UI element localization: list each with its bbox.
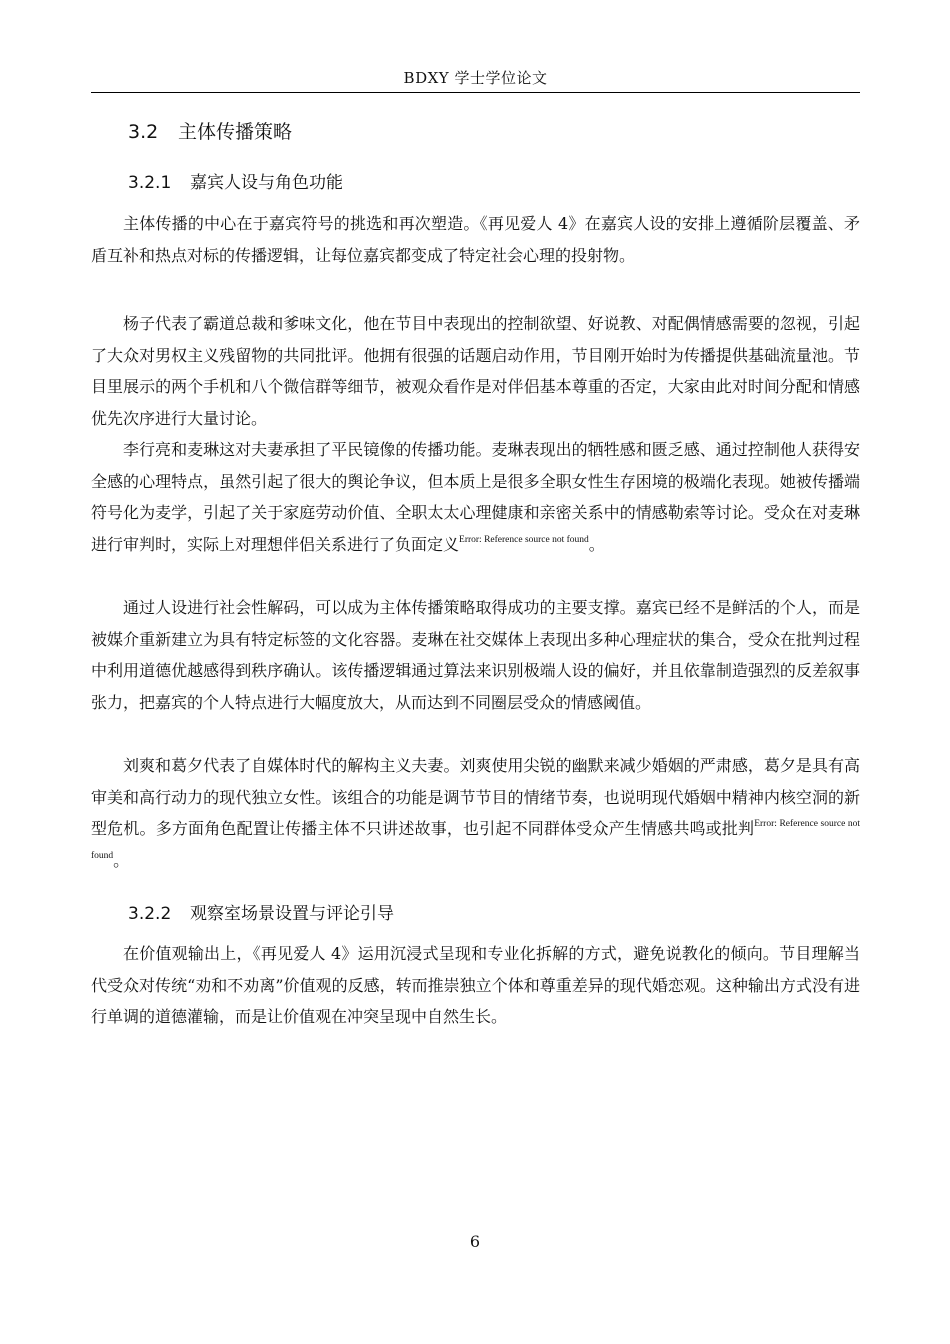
page-number: 6 <box>469 1232 481 1251</box>
paragraph-text: 通过人设进行社会性解码，可以成为主体传播策略取得成功的主要支撑。嘉宾已经不是鲜活的个人，而是被媒介重新建立为具有特定标签的文化容器。麦琳在社交媒体上表现出多种心理症状的集合，受众在批判过程中利用道德优越感得到秩序确认。该传播逻辑通过算法来识别极端人设的偏好，并且依靠制造强烈的反差叙事张力，把嘉宾的个人特点进行大幅度放大，从而达到不同圈层受众的情感阈值。 <box>91 598 860 712</box>
section-heading <box>128 119 292 145</box>
body-paragraph <box>91 592 860 718</box>
paragraph-text: 杨子代表了霸道总裁和爹味文化，他在节目中表现出的控制欲望、好说教、对配偶情感需要的忽视，引起了大众对男权主义残留物的共同批评。他拥有很强的话题启动作用，节目刚开始时为传播提供基础流量池。节目里展示的两个手机和八个微信群等细节，被观众看作是对伴侣基本尊重的否定，大家由此对时间分配和情感优先次序进行大量讨论。 <box>91 314 860 428</box>
subsection-title: 观察室场景设置与评论引导 <box>190 904 394 924</box>
body-paragraph <box>91 308 860 434</box>
subsection-heading <box>128 171 343 195</box>
paragraph-text: 主体传播的中心在于嘉宾符号的挑选和再次塑造。《再见爱人 4》在嘉宾人设的安排上遵循阶层覆盖、矛盾互补和热点对标的传播逻辑，让每位嘉宾都变成了特定社会心理的投射物。 <box>91 214 860 265</box>
header-divider <box>91 92 860 93</box>
paragraph-text: 李行亮和麦琳这对夫妻承担了平民镜像的传播功能。麦琳表现出的牺牲感和匮乏感、通过控制他人获得安全感的心理特点，虽然引起了很大的舆论争议，但本质上是很多全职女性生存困境的极端化表现。她被传播端符号化为麦学，引起了关于家庭劳动价值、全职太太心理健康和亲密关系中的情感勒索等讨论。受众在对麦琳进行审判时，实际上对理想伴侣关系进行了负面定义 <box>91 440 860 554</box>
subsection-heading <box>128 902 394 926</box>
section-title: 主体传播策略 <box>178 121 293 143</box>
subsection-title: 嘉宾人设与角色功能 <box>190 173 343 193</box>
body-paragraph <box>91 434 860 560</box>
body-paragraph <box>91 208 860 271</box>
subsection-number: 3.2.1 <box>128 173 172 193</box>
body-paragraph <box>91 750 860 876</box>
paragraph-tail: 。 <box>588 534 605 554</box>
running-header: BDXY 学士学位论文 <box>403 69 548 87</box>
subsection-number: 3.2.2 <box>128 904 172 924</box>
paragraph-tail: 。 <box>113 850 130 870</box>
paragraph-text: 在价值观输出上，《再见爱人 4》运用沉浸式呈现和专业化拆解的方式，避免说教化的倾向。节目理解当代受众对传统“劝和不劝离”价值观的反感，转而推崇独立个体和尊重差异的现代婚恋观。这种输出方式没有进行单调的道德灌输，而是让价值观在冲突呈现中自然生长。 <box>91 944 860 1026</box>
section-number: 3.2 <box>128 121 159 143</box>
reference-error-note: Error: Reference source not found <box>459 534 589 545</box>
body-paragraph <box>91 938 860 1033</box>
paragraph-text: 刘爽和葛夕代表了自媒体时代的解构主义夫妻。刘爽使用尖锐的幽默来减少婚姻的严肃感，葛夕是具有高审美和高行动力的现代独立女性。该组合的功能是调节节目的情绪节奏，也说明现代婚姻中精神内核空洞的新型危机。多方面角色配置让传播主体不只讲述故事，也引起不同群体受众产生情感共鸣或批判 <box>91 756 860 838</box>
reference-error-note: Error: Reference source not found <box>91 819 860 861</box>
